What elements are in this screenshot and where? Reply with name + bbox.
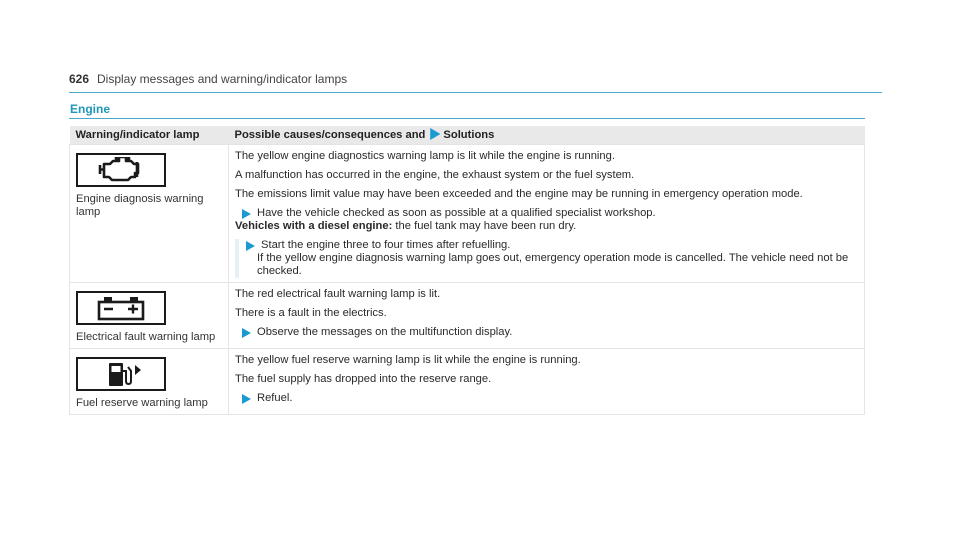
solution-step [235, 207, 858, 220]
cause-text: The yellow fuel reserve warning lamp is lit while the engine is running. [235, 354, 581, 366]
solution-text: Start the engine three to four times after refuelling. [261, 239, 511, 251]
warning-lamps-table [69, 126, 865, 415]
battery-icon [76, 291, 166, 325]
diesel-text: the fuel tank may have been run dry. [392, 220, 577, 232]
solution-text: Refuel. [257, 392, 293, 404]
lamp-label: Fuel reserve warning lamp [76, 397, 208, 409]
diesel-note [235, 220, 858, 233]
causes-cell [229, 145, 865, 283]
arrow-icon [235, 326, 257, 339]
table-row [70, 145, 865, 283]
solution-step [239, 239, 858, 252]
section-divider [69, 118, 865, 119]
causes-cell [229, 349, 865, 415]
arrow-icon [235, 392, 257, 405]
engine-check-icon [76, 153, 166, 187]
cause-text: The fuel supply has dropped into the reserve range. [235, 373, 492, 385]
cause-text: The yellow engine diagnostics warning lamp is lit while the engine is running. [235, 150, 615, 162]
table-row [70, 283, 865, 349]
lamp-cell [70, 349, 229, 415]
cause-text: The red electrical fault warning lamp is lit. [235, 288, 441, 300]
column-header-causes [229, 126, 865, 145]
solution-step [235, 326, 858, 339]
arrow-icon [235, 207, 257, 220]
table-header-row [70, 126, 865, 145]
solution-step [235, 392, 858, 405]
page-header [69, 72, 882, 93]
lamp-cell [70, 283, 229, 349]
solution-text: Have the vehicle checked as soon as possible at a qualified specialist workshop. [257, 207, 656, 219]
lamp-cell [70, 145, 229, 283]
cause-text: There is a fault in the electrics. [235, 307, 387, 319]
column-header-causes-text: Possible causes/consequences and [234, 129, 426, 141]
solution-subtext: If the yellow engine diagnosis warning lamp goes out, emergency operation mode is cancelled. The vehicle need not be checked. [257, 252, 849, 277]
solution-text: Observe the messages on the multifunction display. [257, 326, 513, 338]
lamp-label: Engine diagnosis warning lamp [76, 193, 204, 218]
cause-text: A malfunction has occurred in the engine, the exhaust system or the fuel system. [235, 169, 635, 181]
page-title: Display messages and warning/indicator lamps [97, 72, 348, 86]
arrow-icon [428, 128, 440, 140]
lamp-label: Electrical fault warning lamp [76, 331, 216, 343]
fuel-pump-icon [76, 357, 166, 391]
solution-block [235, 239, 858, 278]
causes-cell [229, 283, 865, 349]
table-row [70, 349, 865, 415]
arrow-icon [239, 239, 261, 252]
diesel-label: Vehicles with a diesel engine: [235, 220, 393, 232]
page-number: 626 [69, 72, 90, 86]
column-header-solutions-text: Solutions [443, 129, 495, 141]
cause-text: The emissions limit value may have been exceeded and the engine may be running in emergency operation mode. [235, 188, 803, 200]
column-header-lamp: Warning/indicator lamp [70, 126, 229, 145]
section-title: Engine [70, 102, 111, 116]
